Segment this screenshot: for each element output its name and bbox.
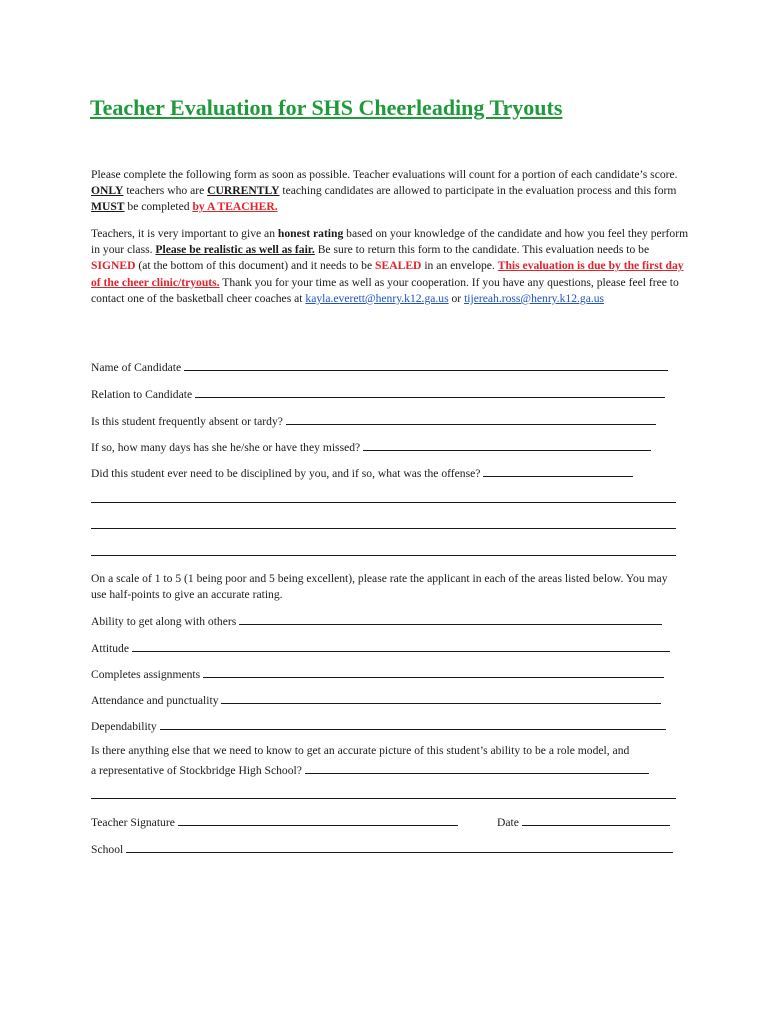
intro-currently: CURRENTLY bbox=[207, 184, 280, 198]
instr-sealed: SEALED bbox=[375, 259, 422, 273]
email-link-kayla[interactable]: kayla.everett@henry.k12.ga.us bbox=[305, 291, 449, 305]
offense-line-2[interactable] bbox=[91, 528, 676, 529]
relation-field[interactable] bbox=[195, 386, 665, 398]
rating-dependability-field[interactable] bbox=[160, 718, 666, 730]
rating-attendance-label: Attendance and punctuality bbox=[91, 694, 219, 707]
rating-assignments-field[interactable] bbox=[203, 666, 664, 678]
rating-attendance-field[interactable] bbox=[221, 692, 661, 704]
scale-instructions: On a scale of 1 to 5 (1 being poor and 5 being excellent), please rate the applicant in each of the areas listed below. You may use half-points to give an accurate rating. bbox=[91, 572, 668, 602]
intro-by-teacher: by A TEACHER. bbox=[192, 200, 278, 214]
form-title: Teacher Evaluation for SHS Cheerleading Tryouts bbox=[90, 95, 563, 120]
name-of-candidate-field[interactable] bbox=[184, 359, 668, 371]
offense-line-3[interactable] bbox=[91, 555, 676, 556]
teacher-signature-label: Teacher Signature bbox=[91, 816, 175, 829]
disciplined-field[interactable] bbox=[483, 465, 633, 477]
rating-getalong-label: Ability to get along with others bbox=[91, 615, 237, 628]
rating-getalong-row bbox=[91, 613, 662, 628]
instr-due: This evaluation is due by the first day of the cheer clinic/tryouts. bbox=[91, 259, 684, 289]
instr-text-d: (at the bottom of this document) and it needs to be bbox=[135, 259, 376, 273]
absent-row bbox=[91, 413, 656, 428]
intro-must: MUST bbox=[91, 200, 125, 214]
rating-attitude-row bbox=[91, 640, 670, 655]
email-link-tijereah[interactable]: tijereah.ross@henry.k12.ga.us bbox=[464, 291, 605, 305]
date-field[interactable] bbox=[522, 814, 670, 826]
instr-honest: honest rating bbox=[277, 227, 344, 240]
instr-text-a: Teachers, it is very important to give an bbox=[91, 227, 278, 240]
intro-text-1: Please complete the following form as soon as possible. Teacher evaluations will count for a portion of each candidate’s score. bbox=[91, 168, 678, 181]
intro-text-2: teachers who are bbox=[123, 184, 208, 198]
relation-row bbox=[91, 386, 665, 401]
instr-text-b: based on your knowledge of the candidate and how you feel they perform in your class. bbox=[91, 227, 689, 257]
offense-line-1[interactable] bbox=[91, 502, 676, 503]
rating-dependability-label: Dependability bbox=[91, 720, 157, 733]
teacher-signature-field[interactable] bbox=[178, 814, 458, 826]
intro-only: ONLY bbox=[91, 184, 124, 198]
rating-attitude-field[interactable] bbox=[132, 640, 670, 652]
disciplined-label: Did this student ever need to be disciplined by you, and if so, what was the offense? bbox=[91, 467, 481, 480]
anything-else-field[interactable] bbox=[305, 762, 649, 774]
rating-attitude-label: Attitude bbox=[91, 642, 129, 655]
rating-assignments-label: Completes assignments bbox=[91, 668, 201, 681]
relation-label: Relation to Candidate bbox=[91, 388, 193, 401]
anything-else-line-1: Is there anything else that we need to know to get an accurate picture of this student’s ability to be a role model, and bbox=[91, 744, 630, 757]
instr-text-e: in an envelope. bbox=[421, 259, 498, 273]
intro-paragraph bbox=[91, 167, 691, 216]
school-label: School bbox=[91, 843, 124, 856]
anything-else-extra-line[interactable] bbox=[91, 798, 676, 799]
date-label: Date bbox=[497, 816, 519, 829]
instr-realistic: Please be realistic as well as fair. bbox=[155, 243, 315, 257]
anything-else-line-2: a representative of Stockbridge High School? bbox=[91, 764, 302, 777]
name-of-candidate-row bbox=[91, 359, 668, 374]
absent-label: Is this student frequently absent or tardy? bbox=[91, 415, 283, 428]
intro-text-3: teaching candidates are allowed to participate in the evaluation process and this form bbox=[279, 184, 677, 198]
instr-signed: SIGNED bbox=[91, 259, 136, 273]
instructions-paragraph bbox=[91, 226, 691, 307]
instr-text-f: Thank you for your time as well as your cooperation. If you have any questions, please feel free to contact one of the basketball cheer coaches at bbox=[91, 275, 679, 305]
instr-text-c: Be sure to return this form to the candidate. This evaluation needs to be bbox=[314, 243, 650, 257]
school-row bbox=[91, 841, 673, 856]
rating-getalong-field[interactable] bbox=[239, 613, 662, 625]
rating-assignments-row bbox=[91, 666, 664, 681]
days-missed-field[interactable] bbox=[363, 439, 651, 451]
rating-dependability-row bbox=[91, 718, 666, 733]
intro-text-4: be completed bbox=[124, 200, 193, 214]
name-of-candidate-label: Name of Candidate bbox=[91, 361, 182, 374]
anything-else-row bbox=[91, 762, 649, 777]
instr-or: or bbox=[448, 291, 465, 305]
disciplined-row bbox=[91, 465, 633, 480]
school-field[interactable] bbox=[126, 841, 673, 853]
date-row bbox=[497, 814, 670, 829]
days-missed-label: If so, how many days has she he/she or have they missed? bbox=[91, 441, 361, 454]
absent-field[interactable] bbox=[286, 413, 656, 425]
rating-attendance-row bbox=[91, 692, 661, 707]
days-missed-row bbox=[91, 439, 651, 454]
teacher-signature-row bbox=[91, 814, 458, 829]
